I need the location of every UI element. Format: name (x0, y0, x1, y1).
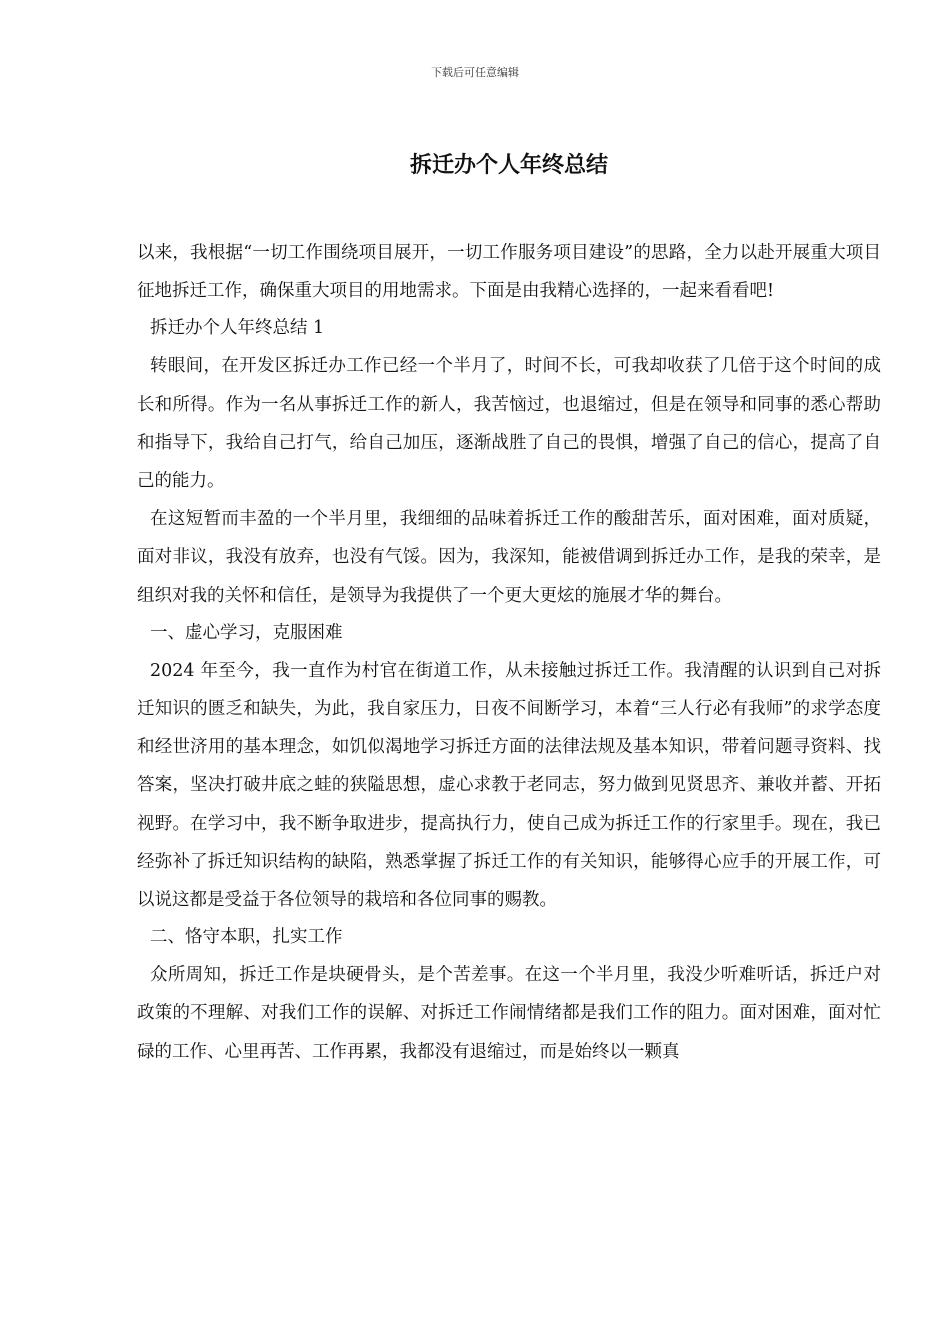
section-title: 拆迁办个人年终总结 1 (150, 318, 325, 339)
intro-paragraph: 以来，我根据“一切工作围绕项目展开，一切工作服务项目建设”的思路，全力以赴开展重大项目征地拆迁工作，确保重大项目的用地需求。下面是由我精心选择的，一起来看看吧! (137, 243, 881, 302)
section-heading: 二、恪守本职，扎实工作 (150, 927, 343, 948)
body-paragraph: 2024 年至今，我一直作为村官在街道工作，从未接触过拆迁工作。我清醒的认识到自己对拆迁知识的匮乏和缺失，为此，我自家压力，日夜不间断学习，本着“三人行必有我师”的求学态度和经世济用的基本理念，如饥似渴地学习拆迁方面的法律法规及基本知识，带着问题寻资料、找答案，坚决打破井底之蛙的狭隘思想，虚心求教于老同志，努力做到见贤思齐、兼收并蓄、开拓视野。在学习中，我不断争取进步，提高执行力，使自己成为拆迁工作的行家里手。现在，我已经弥补了拆迁知识结构的缺陷，熟悉掌握了拆迁工作的有关知识，能够得心应手的开展工作，可以说这都是受益于各位领导的栽培和各位同事的赐教。 (137, 660, 881, 911)
section-heading: 一、虚心学习，克服困难 (150, 622, 343, 643)
body-paragraph: 在这短暂而丰盈的一个半月里，我细细的品味着拆迁工作的酸甜苦乐，面对困难，面对质疑，面对非议，我没有放弃，也没有气馁。因为，我深知，能被借调到拆迁办工作，是我的荣幸，是组织对我的关怀和信任，是领导为我提供了一个更大更炫的施展才华的舞台。 (137, 509, 881, 606)
document-title: 拆迁办个人年终总结 (409, 153, 608, 178)
page-header-note: 下载后可任意编辑 (431, 66, 519, 79)
body-paragraph: 转眼间，在开发区拆迁办工作已经一个半月了，时间不长，可我却收获了几倍于这个时间的成长和所得。作为一名从事拆迁工作的新人，我苦恼过，也退缩过，但是在领导和同事的悉心帮助和指导下，我给自己打气，给自己加压，逐渐战胜了自己的畏惧，增强了自己的信心，提高了自己的能力。 (137, 356, 881, 492)
document-body (137, 234, 881, 1071)
body-paragraph: 众所周知，拆迁工作是块硬骨头，是个苦差事。在这一个半月里，我没少听难听话，拆迁户对政策的不理解、对我们工作的误解、对拆迁工作闹情绪都是我们工作的阻力。面对困难，面对忙碌的工作、心里再苦、工作再累，我都没有退缩过，而是始终以一颗真 (137, 965, 881, 1062)
